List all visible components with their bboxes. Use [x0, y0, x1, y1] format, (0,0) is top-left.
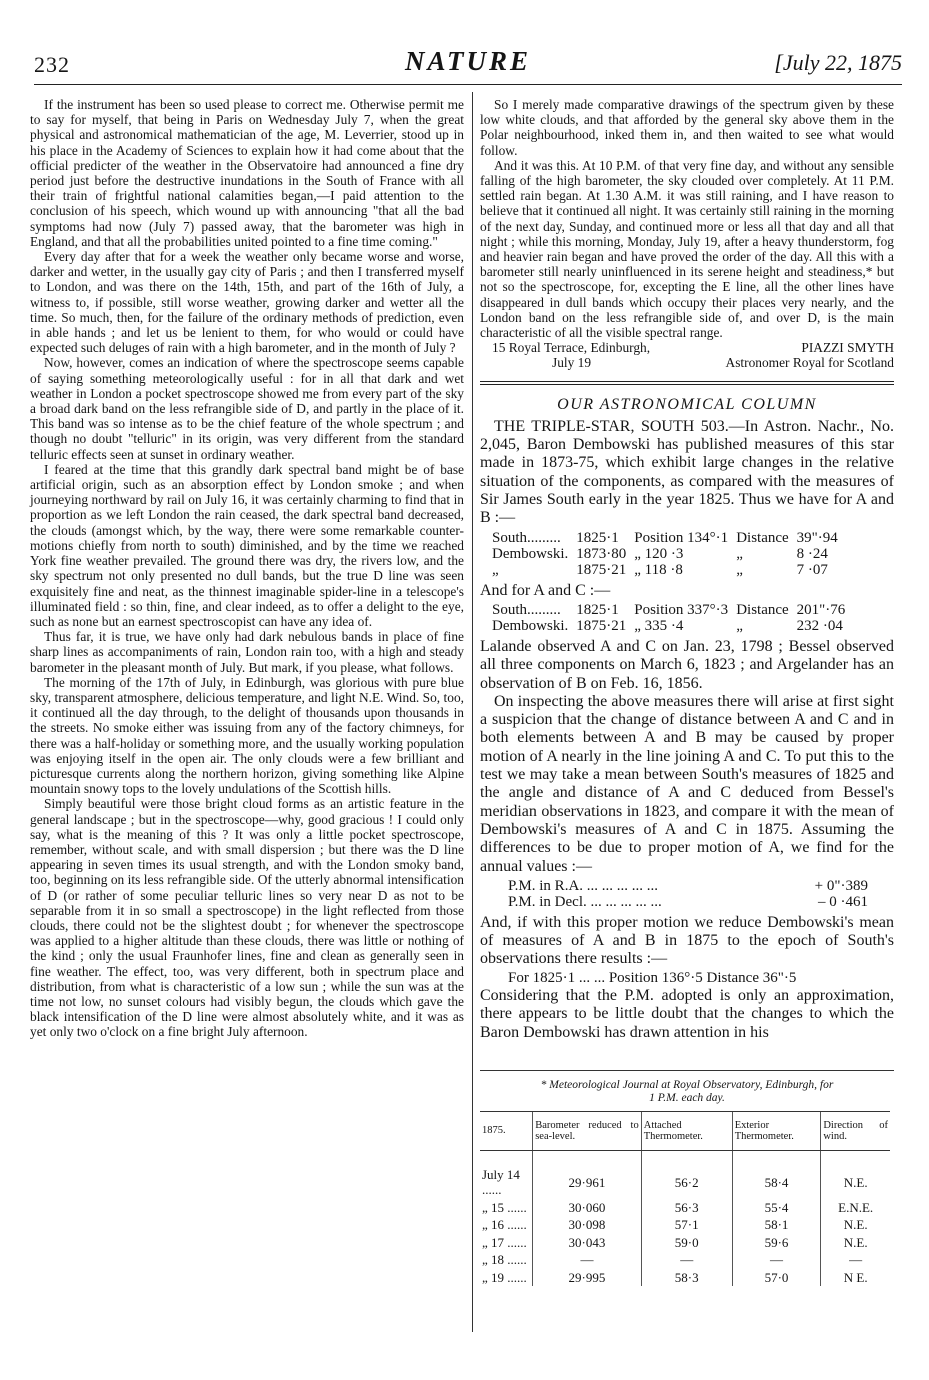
table-cell: 59·6	[732, 1234, 821, 1252]
table-cell: 58·3	[641, 1269, 732, 1287]
footnote-line-2: 1 P.M. each day.	[649, 1091, 725, 1104]
ac-label: And for A and C :—	[480, 581, 611, 599]
table-cell: „	[736, 617, 743, 634]
paragraph: The morning of the 17th of July, in Edinburgh, was glorious with pure blue sky, transparent atmosphere, delicious temperature, and light N.E. Wind. So, too, it continued all the day through, to the delight of thousands upon thousands in the streets. No smoke either was issuing from any of the factory chimneys, for there was a half-holiday or something more, and the usually working population was enjoying itself in the open air. The only clouds were a few brilliant and picturesque currents along the northern horizon, giving something like Alpine mountain snowy tops to the lovely undulations of the Scottish hills.	[30, 674, 464, 797]
pm-dec-value: – 0 ·461	[818, 893, 868, 910]
table-cell: „ 17 ......	[482, 1234, 527, 1250]
table-row	[480, 1234, 890, 1252]
table-cell: Position 337°·3	[634, 601, 729, 618]
table-cell: „ 15 ......	[482, 1199, 527, 1215]
pm-ra-row	[508, 878, 868, 894]
proper-motion-values	[508, 878, 894, 910]
pm-dec-label: P.M. in Decl. ... ... ... ... ...	[508, 893, 662, 910]
column-header: Attached Thermometer.	[641, 1111, 732, 1150]
table-cell: 56·3	[641, 1199, 732, 1217]
paragraph: Considering that the P.M. adopted is only an approximation, there appears to be little doubt that the changes to which the Baron Dembowski has drawn attention in his	[480, 986, 894, 1041]
meteorological-table	[480, 1111, 890, 1287]
table-cell: 1875·21	[576, 617, 627, 634]
table-cell: 30·043	[533, 1234, 642, 1252]
footnote-rule	[480, 1070, 894, 1071]
paragraph: Thus far, it is true, we have only had dark nebulous bands in place of fine sharp lines as accompaniments of rain, London rain too, with a high and steady barometer in the pleasant month of July. But mark, if you please, what follows.	[30, 629, 464, 675]
table-cell: „ 19 ......	[482, 1269, 527, 1285]
section-rule	[480, 384, 894, 385]
reduced-epoch-line: For 1825·1 ... ... Position 136°·5 Distance 36"·5	[508, 969, 797, 986]
paragraph: Now, however, comes an indication of where the spectroscope seems capable of saying something meteorologically useful : for in all that dark and wet weather in London a pocket spectroscope showed me from every part of the sky a broad dark band on the less refrangible side of D, and partly in the place of it. This band was so intense as to be the chief feature of the whole spectrum ; and though no doubt "telluric" in its origin, was very different from the standard telluric effects seen at sunset in ordinary weather.	[30, 355, 464, 462]
table-cell: 1825·1	[576, 529, 619, 546]
paragraph: Simply beautiful were those bright cloud forms as an artistic feature in the general landscape ; but in the spectroscope—why, good gracious ! I could only say, what is the meaning of this ? It was only a little pocket spectroscope, remember, without scale, and with small dispersion ; but there was the D line appearing in seven times its usual strength, and with the London smoky band, too, beginning on its less refrangible side. Of the utterly abnormal intensification of D (or rather of some peculiar telluric lines so very near D as not to be separable from it in so small a spectroscope) in the light reflected from those clouds, there could not be the slightest doubt ; for whenever the spectroscope was applied to a higher altitude than these clouds, there was little or nothing of the kind ; only the usual Fraunhofer lines, fine and clean as generally seen in fine weather. The effect, too, was very different, both in spectrum place and distribution, from what is characteristic of a low sun ; while the sun was at the time not low, no sunset colours had visibly begun, the clouds which gave the black intensification of the D line were almost absolutely white, and it was as yet only two o'clock on a fine bright July afternoon.	[30, 796, 464, 1040]
table-cell: South.........	[492, 529, 561, 546]
table-row	[492, 618, 853, 634]
table-cell: —	[533, 1251, 642, 1269]
table-cell: Position 134°·1	[634, 529, 729, 546]
table-cell: „ 18 ......	[482, 1252, 527, 1268]
table-cell: N E.	[821, 1269, 890, 1287]
table-row	[480, 1216, 890, 1234]
table-cell: „	[492, 561, 499, 578]
table-cell: 56·2	[641, 1150, 732, 1199]
table-cell: Dembowski.	[492, 617, 569, 634]
paragraph: And it was this. At 10 P.M. of that very fine day, and without any sensible falling of the high barometer, the sky clouded over completely. At 11 P.M. settled rain began. At 1.30 A.M. it was still raining, and I have reason to believe that it continued all night. It was certainly still raining in the morning of the next day, Sunday, and continued more or less all that day and all that night ; while this morning, Monday, July 19, after a heavy thunderstorm, fog and heavier rain began and have proved the order of the day. All this with a barometer still nearly uninfluenced in its serene height and steadiness,* but not so the spectroscope, for, excepting the E line, all the other lines have disappeared in dull bands which occupy their places very nearly, and the London band on the less refrangible side of, and over D, is the main characteristic of all the visible spectral range.	[480, 157, 894, 341]
table-cell: N.E.	[821, 1216, 890, 1234]
table-cell: 29·995	[533, 1269, 642, 1287]
table-cell: N.E.	[821, 1234, 890, 1252]
signature-address: 15 Royal Terrace, Edinburgh,	[492, 340, 651, 356]
section-rule	[480, 381, 894, 382]
signature-line-1	[480, 340, 894, 355]
table-row	[492, 530, 846, 546]
masthead: NATURE	[404, 46, 532, 76]
table-row	[480, 1251, 890, 1269]
column-header: Exterior Thermometer.	[732, 1111, 821, 1150]
column-header: 1875.	[480, 1111, 533, 1150]
table-cell: 57·1	[641, 1216, 732, 1234]
paragraph: THE TRIPLE-STAR, SOUTH 503.—In Astron. Nachr., No. 2,045, Baron Dembowski has published measures of this star made in 1873-75, which exhibit large changes in the relative situation of the components, as compared with the measures of Sir James South early in the year 1825. Thus we have for A and B :—	[480, 417, 894, 527]
table-row	[480, 1269, 890, 1287]
table-cell: 30·098	[533, 1216, 642, 1234]
table-cell: 1875·21	[576, 561, 627, 578]
table-cell: July 14 ......	[482, 1166, 520, 1198]
ac-measures-table	[492, 602, 853, 634]
ab-measures-table	[492, 530, 846, 578]
page-number: 232	[34, 52, 70, 77]
table-cell: „ 118 ·8	[634, 561, 683, 578]
table-cell: 1873·80	[576, 545, 627, 562]
column-rule	[472, 92, 473, 1332]
page-header	[34, 46, 902, 84]
table-cell: —	[732, 1251, 821, 1269]
pm-ra-value: + 0"·389	[814, 877, 868, 894]
table-cell: 57·0	[732, 1269, 821, 1287]
table-cell: 7 ·07	[796, 561, 828, 578]
table-row	[492, 602, 853, 618]
table-cell: 30·060	[533, 1199, 642, 1217]
table-cell: N.E.	[821, 1150, 890, 1199]
issue-date: [July 22, 1875	[774, 50, 902, 75]
table-cell: „ 335 ·4	[634, 617, 684, 634]
table-cell: —	[641, 1251, 732, 1269]
table-cell: —	[821, 1251, 890, 1269]
section-title: OUR ASTRONOMICAL COLUMN	[557, 395, 817, 413]
paragraph: I feared at the time that this grandly dark spectral band might be of base artificial origin, such as an absorption effect by London smoke ; and when journeying northward by rail on July 16, it was certainly charming to find that in proportion as we left London the rain ceased, the dark spectral band decreased, the clouds (amongst which, by the way, there were some remarkable counter-motions chiefly from north to south) diminished, and by the time we reached York fine weather prevailed. The ground there was dry, the rivers low, and the sky spectrum not only presented no dull bands, but the true D line was seen exquisitely fine and neat, as the thinnest imaginable spider-line in a telescope's illuminated field : so thin, fine, and clear indeed, as to offer a delight to the eye, such as none but an earnest spectroscopist can have any idea of.	[30, 461, 464, 629]
table-row	[480, 1199, 890, 1217]
pm-ra-label: P.M. in R.A. ... ... ... ... ...	[508, 877, 659, 894]
paragraph: So I merely made comparative drawings of the spectrum given by these low white clouds, and that afforded by the general sky above them in the Polar neighbourhood, inked them in, and then waited to see what would follow.	[480, 97, 894, 158]
table-cell: 201"·76	[796, 601, 846, 618]
signature-date: July 19	[552, 355, 592, 371]
signature-title: Astronomer Royal for Scotland	[725, 355, 894, 371]
pm-dec-row	[508, 894, 868, 910]
table-cell: Distance	[736, 529, 789, 546]
left-column	[30, 97, 464, 1040]
paragraph: Lalande observed A and C on Jan. 23, 1798 ; Bessel observed all three components on March 6, 1823 ; and Argelander has an observation of B on Feb. 16, 1856.	[480, 637, 894, 692]
signature-name: PIAZZI SMYTH	[801, 340, 894, 356]
column-header: Direction of wind.	[821, 1111, 890, 1150]
footnote-line-1: * Meteorological Journal at Royal Observatory, Edinburgh, for	[540, 1078, 834, 1091]
table-header-row	[480, 1111, 890, 1150]
table-cell: 1825·1	[576, 601, 619, 618]
paragraph: If the instrument has been so used please to correct me. Otherwise permit me to say for myself, that being in Paris on Wednesday July 7, when the great physical and astronomical mathematician of the age, M. Leverrier, stood up in his place in the Academy of Sciences to explain how it had come about that the official predicter of the weather in the Observatoire had announced a fine dry period just before the destructive inundations in the South of France with all their train of frightful national calamities began,—I paid attention to the conclusion of his speech, which wound up with announcing "that all the bad symptoms had now (July 7) passed away, that the barometer was high in England, and that all the probabilities united pointed to a fine time coming."	[30, 97, 464, 249]
table-cell: E.N.E.	[821, 1199, 890, 1217]
table-cell: 8 ·24	[796, 545, 828, 562]
astronomical-column-body	[480, 418, 894, 1042]
paragraph: On inspecting the above measures there will arise at first sight a suspicion that the change of distance between A and C and in both elements between A and B may be caused by proper motion of A nearly in the line joining A and C. To put this to the test we may take a mean between South's measures of 1825 and the angle and distance of A and C deduced from Bessel's meridian observations in 1823, and compare it with the mean of Dembowski's measures of A and C in 1875. Assuming the differences to be due to proper motion of A, we find for the annual values :—	[480, 692, 894, 875]
table-cell: „ 16 ......	[482, 1217, 527, 1233]
signature-line-2	[480, 355, 894, 370]
column-header: Barometer reduced to sea-level.	[533, 1111, 642, 1150]
paragraph: And, if with this proper motion we reduce Dembowski's mean of measures of A and B in 1875 to the epoch of South's observations there results :—	[480, 913, 894, 968]
table-row	[492, 562, 846, 578]
table-cell: 59·0	[641, 1234, 732, 1252]
paragraph: Every day after that for a week the weather only became worse and worse, darker and wetter, in the usually gay city of Paris ; and then I transferred myself to London, and was there on the 14th, 15th, and part of the 16th of July, a witness to, if possible, still worse weather, growing darker and wetter all the time. So much, then, for the failure of the ordinary methods of prediction, even in able hands ; and let us be lenient to them, for who would or could have expected such deluges of rain with a high barometer, and in the month of July ?	[30, 249, 464, 356]
table-cell: South.........	[492, 601, 561, 618]
table-cell: 232 ·04	[796, 617, 843, 634]
table-cell: 58·4	[732, 1150, 821, 1199]
table-cell: „	[736, 545, 743, 562]
right-column	[480, 97, 894, 1286]
table-cell: 58·1	[732, 1216, 821, 1234]
footnote-caption	[480, 1079, 894, 1105]
table-cell: 55·4	[732, 1199, 821, 1217]
table-cell: Dembowski.	[492, 545, 569, 562]
header-rule	[34, 84, 902, 85]
table-cell: 29·961	[533, 1150, 642, 1199]
table-cell: Distance	[736, 601, 789, 618]
table-cell: 39"·94	[796, 529, 838, 546]
table-row	[492, 546, 846, 562]
table-cell: „ 120 ·3	[634, 545, 684, 562]
table-row	[480, 1150, 890, 1199]
table-cell: „	[736, 561, 743, 578]
